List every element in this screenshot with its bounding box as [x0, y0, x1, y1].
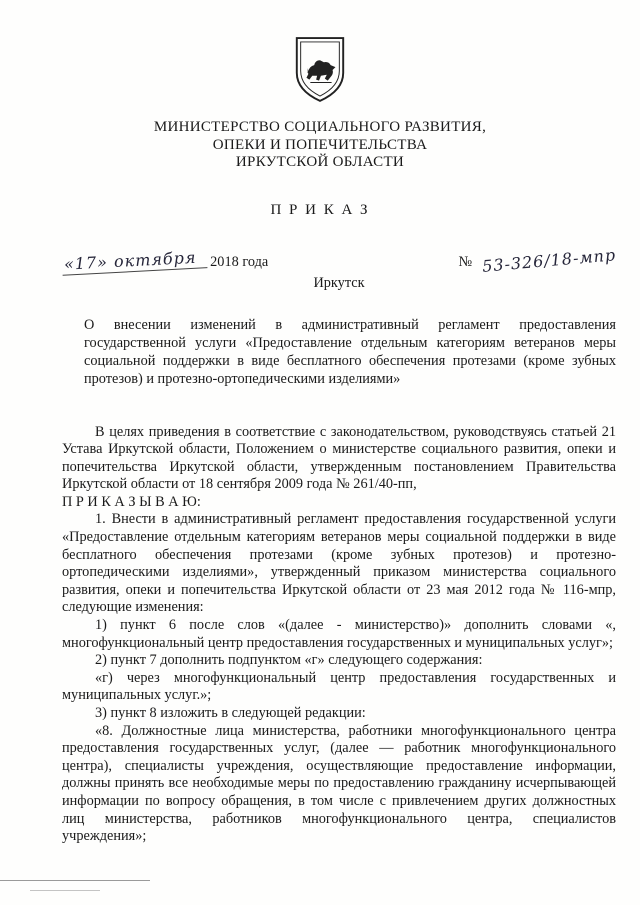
body-paragraph: 1) пункт 6 после слов «(далее - министерство)» дополнить словами «, многофункциональный центр предоставления государственных и муниципальных услуг»;	[62, 617, 616, 651]
preamble-paragraph: В целях приведения в соответствие с законодательством, руководствуясь статьей 21 Устава Иркутской области, Положением о министерстве социального развития, опеки и попечительства Иркутской области, утвержденным постановлением Правительства Иркутской области от 18 сентября 2009 года № 261/40-пп,	[62, 423, 616, 493]
decree-word: П Р И К А З Ы В А Ю:	[62, 493, 201, 510]
number-sign: №	[458, 253, 473, 270]
handwritten-document-number: 53-326/18-мпр	[481, 244, 617, 276]
body-paragraph: 2) пункт 7 дополнить подпунктом «г» следующего содержания:	[95, 652, 483, 669]
handwritten-date: «17» октября	[62, 247, 207, 276]
body-paragraph: «8. Должностные лица министерства, работники многофункционального центра предоставления государственных услуг, (далее — работник многофункционального центра), специалисты учреждения, осуществляющие предоставление информации, должны принять все необходимые меры по предоставлению гражданину исчерпывающей информации по вопросу обращения, в том числе с привлечением других должностных лиц министерства, работников многофункционального центра, специалистов учреждения»;	[62, 722, 616, 845]
ministry-line-3: ИРКУТСКОЙ ОБЛАСТИ	[235, 154, 405, 170]
document-type-title: П Р И К А З	[270, 201, 370, 218]
order-body	[62, 424, 616, 846]
year-suffix: 2018 года	[210, 253, 269, 270]
irkutsk-coat-of-arms-icon	[291, 34, 349, 109]
ministry-header	[0, 119, 640, 172]
document-number-field	[458, 244, 617, 276]
ministry-line-1: МИНИСТЕРСТВО СОЦИАЛЬНОГО РАЗВИТИЯ,	[153, 119, 487, 135]
document-content	[0, 244, 640, 846]
place-name: Иркутск	[313, 274, 365, 291]
coat-of-arms-svg	[291, 34, 349, 104]
date-field	[62, 247, 269, 274]
body-paragraph: «г) через многофункциональный центр предоставления государственных и муниципальных услуг.»;	[62, 669, 616, 704]
ministry-line-2: ОПЕКИ И ПОПЕЧИТЕЛЬСТВА	[212, 136, 428, 153]
date-number-row	[62, 244, 617, 276]
order-title: О внесении изменений в административный регламент предоставления государственной услуги «Предоставление отдельным категориям ветеранов меры социальной поддержки в виде бесплатного обеспечения протезами (кроме зубных протезов) и протезно-ортопедическими изделиями»	[84, 316, 616, 387]
body-paragraph: 3) пункт 8 изложить в следующей редакции:	[95, 705, 366, 721]
body-paragraph: 1. Внести в административный регламент предоставления государственной услуги «Предоставление отдельным категориям ветеранов меры социальной поддержки в виде бесплатного обеспечения протезами (кроме зубных протезов) и протезно-ортопедическими изделиями», утвержденный приказом министерства социального развития, опеки и попечительства Иркутской области от 23 мая 2012 года № 116-мпр, следующие изменения:	[62, 511, 616, 616]
scan-artifact-line	[0, 880, 150, 881]
scan-artifact-line-2	[30, 890, 100, 891]
